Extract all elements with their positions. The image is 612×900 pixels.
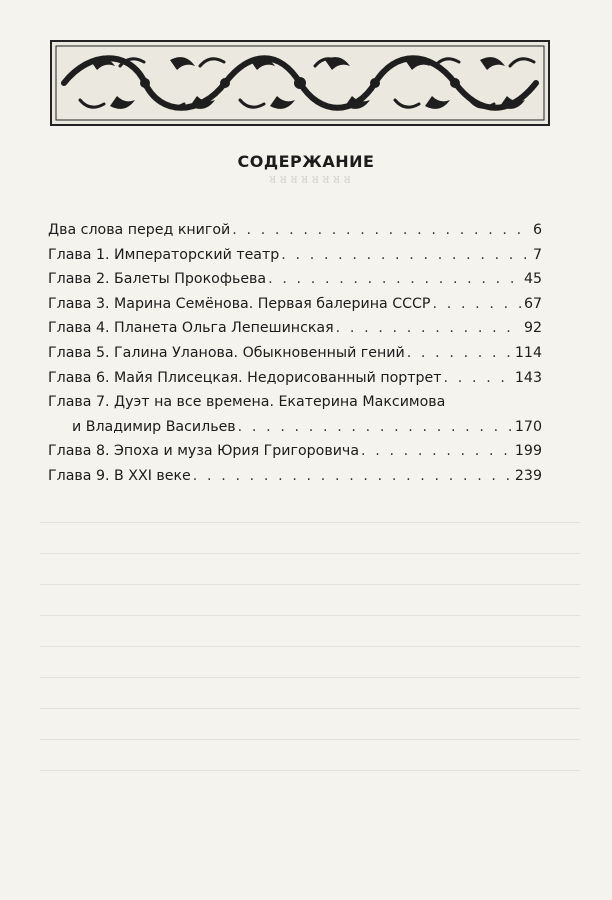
toc-entry[interactable] <box>48 247 542 272</box>
toc-entry-page: 239 <box>514 467 542 484</box>
toc-leader <box>433 296 522 312</box>
toc-leader <box>281 247 531 263</box>
toc-leader <box>336 320 522 336</box>
table-of-contents <box>48 222 542 493</box>
toc-entry-title: Два слова перед книгой <box>48 222 231 238</box>
toc-entry-title: Глава 5. Галина Уланова. Обыкновенный гений <box>48 344 405 361</box>
toc-entry-title: Глава 3. Марина Семёнова. Первая балерина СССР <box>48 295 431 312</box>
toc-entry-title: Глава 2. Балеты Прокофьева <box>48 271 267 288</box>
toc-leader <box>268 271 522 287</box>
toc-entry[interactable] <box>48 394 542 419</box>
toc-leader <box>444 370 513 386</box>
toc-entry-title: и Владимир Васильев <box>72 418 236 435</box>
toc-entry[interactable] <box>48 370 542 395</box>
toc-entry-continuation[interactable] <box>48 419 542 444</box>
toc-entry[interactable] <box>48 443 542 468</box>
toc-entry-page: 114 <box>514 344 542 361</box>
toc-leader <box>238 419 513 435</box>
toc-entry-page: 143 <box>514 369 542 386</box>
toc-entry-title: Глава 7. Дуэт на все времена. Екатерина Максимова <box>48 394 446 411</box>
page-title: СОДЕРЖАНИЕ <box>237 152 375 171</box>
toc-entry[interactable] <box>48 271 542 296</box>
toc-leader <box>361 443 513 459</box>
toc-entry[interactable] <box>48 345 542 370</box>
toc-entry[interactable] <box>48 296 542 321</box>
toc-entry[interactable] <box>48 222 542 247</box>
toc-entry-page: 45 <box>523 271 542 288</box>
bleed-through-lines <box>40 500 580 779</box>
bleed-through-text: ᴚ ᴚ ᴚ ᴚ ᴚ ᴚ ᴚ ᴚ <box>269 171 351 187</box>
toc-entry[interactable] <box>48 320 542 345</box>
ornament-header <box>50 40 550 126</box>
toc-entry-page: 67 <box>523 295 542 312</box>
toc-entry-title: Глава 9. В XXI веке <box>48 467 191 484</box>
toc-entry-page: 170 <box>514 418 542 435</box>
toc-entry-page: 7 <box>532 246 542 263</box>
toc-entry[interactable] <box>48 468 542 493</box>
toc-entry-title: Глава 4. Планета Ольга Лепешинская <box>48 320 334 337</box>
toc-leader <box>232 222 531 238</box>
toc-entry-page: 199 <box>514 443 542 460</box>
toc-entry-page: 92 <box>523 320 542 337</box>
toc-entry-page: 6 <box>532 222 542 238</box>
toc-leader <box>407 345 513 361</box>
toc-entry-title: Глава 8. Эпоха и муза Юрия Григоровича <box>48 443 360 460</box>
toc-entry-title: Глава 1. Императорский театр <box>48 246 280 263</box>
toc-leader <box>193 468 513 484</box>
toc-entry-title: Глава 6. Майя Плисецкая. Недорисованный портрет <box>48 369 442 386</box>
